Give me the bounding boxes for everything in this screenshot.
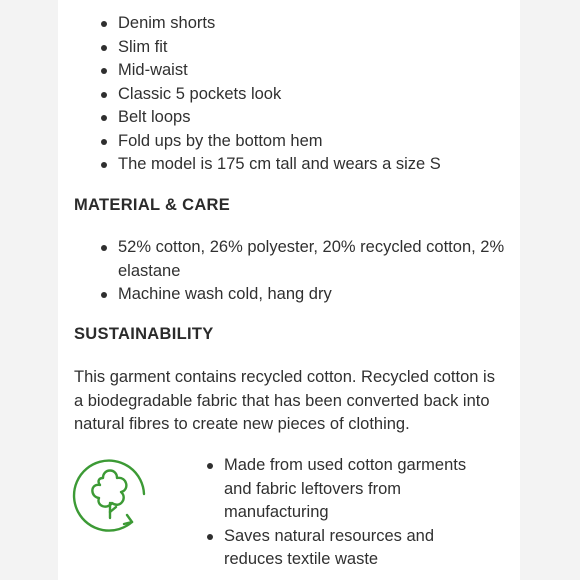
list-item: Saves natural resources and reduces textile waste bbox=[164, 525, 494, 572]
list-item: Machine wash cold, hang dry bbox=[58, 283, 520, 307]
list-item: 52% cotton, 26% polyester, 20% recycled cotton, 2% elastane bbox=[58, 236, 520, 283]
list-item: The model is 175 cm tall and wears a size S bbox=[58, 153, 520, 177]
list-item: Belt loops bbox=[58, 106, 520, 130]
list-item: Fold ups by the bottom hem bbox=[58, 130, 520, 154]
list-item: Classic 5 pockets look bbox=[58, 83, 520, 107]
list-item: Mid-waist bbox=[58, 59, 520, 83]
sustainability-heading: SUSTAINABILITY bbox=[74, 325, 214, 343]
recycled-cotton-icon bbox=[70, 452, 152, 534]
material-list bbox=[58, 236, 520, 307]
list-item: Slim fit bbox=[58, 36, 520, 60]
sustainability-benefits-list bbox=[164, 454, 494, 572]
sustainability-description: This garment contains recycled cotton. Recycled cotton is a biodegradable fabric that has been converted back into natural fibres to create new pieces of clothing. bbox=[74, 368, 495, 433]
list-item: Denim shorts bbox=[58, 12, 520, 36]
material-care-heading: MATERIAL & CARE bbox=[74, 196, 231, 214]
feature-list bbox=[58, 12, 520, 177]
list-item: Made from used cotton garments and fabric leftovers from manufacturing bbox=[164, 454, 494, 525]
product-details-panel bbox=[58, 0, 520, 580]
